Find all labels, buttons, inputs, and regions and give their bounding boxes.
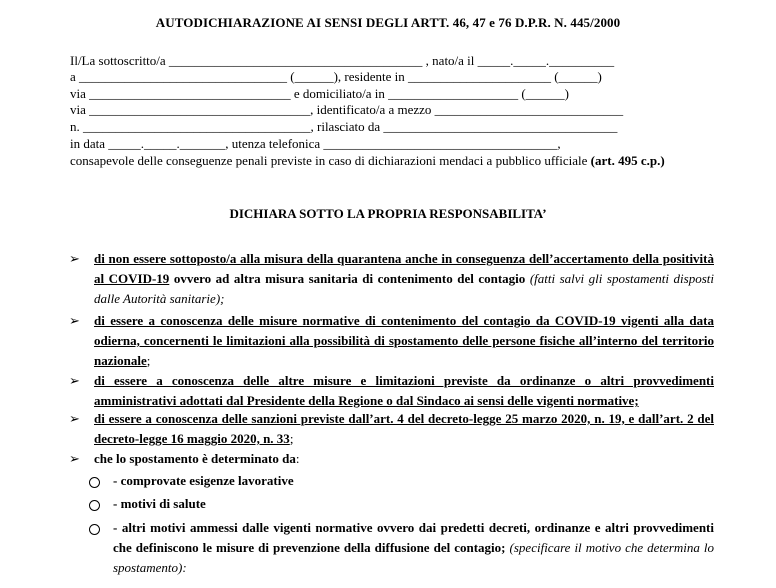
form-line-name[interactable]: Il/La sottoscritto/a _______________________________________ , nato/a il _____._____.__________ — [70, 53, 615, 68]
form-line-residence[interactable]: via _______________________________ e domiciliato/a in ____________________ (______) — [70, 86, 570, 101]
declaration-item-measures — [94, 311, 714, 371]
option-other-note: (specificare il motivo che determina lo spostamento): — [113, 540, 715, 575]
option-other-label — [113, 518, 714, 578]
item-text: che lo spostamento è determinato da — [94, 451, 296, 466]
consapevole-reference: (art. 495 c.p.) — [590, 153, 665, 168]
item-note: (fatti salvi gli spostamenti disposti dalle Autorità sanitarie); — [94, 271, 714, 306]
item-text: di essere a conoscenza delle misure normative di contenimento del contagio da COVID-19 vigenti alla data odierna, concernenti le limitazioni alla possibilità di spostamento delle persone fisiche all’interno del territorio nazionale — [94, 313, 714, 368]
declaration-item-ordinances — [94, 371, 714, 411]
item-text: di essere a conoscenza delle sanzioni previste dall’art. 4 del decreto-legge 25 marzo 2020, n. 19, e dall’art. 2 del decreto-legge 16 maggio 2020, n. 33 — [94, 411, 714, 446]
item-text: ; — [289, 431, 294, 446]
item-text: ; — [146, 353, 151, 368]
item-text: ovvero ad altra misura sanitaria di contenimento del contagio — [169, 271, 526, 286]
consapevole-text — [70, 153, 714, 169]
option-work-radio[interactable] — [89, 477, 100, 488]
section-title: DICHIARA SOTTO LA PROPRIA RESPONSABILITA’ — [229, 206, 547, 221]
arrow-bullet-icon: ➢ — [69, 451, 80, 466]
item-text: di essere a conoscenza delle altre misure e limitazioni previste da ordinanze o altri provvedimenti amministrativi adottati dal Presidente della Regione o dal Sindaco ai sensi delle vigenti normative; — [94, 373, 714, 408]
form-line-birthplace[interactable]: a ________________________________ (______), residente in ______________________ (______) — [70, 69, 602, 84]
declaration-item-sanctions — [94, 409, 714, 449]
form-line-document-number[interactable]: n. ___________________________________, rilasciato da ____________________________________ — [70, 119, 618, 134]
option-work-label: - comprovate esigenze lavorative — [113, 473, 294, 488]
option-other-radio[interactable] — [89, 524, 100, 535]
option-other-text: - altri motivi ammessi dalle vigenti normative ovvero dai predetti decreti, ordinanze e altri provvedimenti che definiscono le misure di prevenzione della diffusione del contagio; — [113, 520, 714, 555]
arrow-bullet-icon: ➢ — [69, 373, 80, 388]
form-line-identification[interactable]: via __________________________________, identificato/a a mezzo _____________________________ — [70, 102, 624, 117]
declaration-item-quarantine — [94, 249, 714, 309]
arrow-bullet-icon: ➢ — [69, 251, 80, 266]
option-health-radio[interactable] — [89, 500, 100, 511]
item-text: di non essere sottoposto/a alla misura della quarantena anche in conseguenza dell’accertamento della positività al COVID-19 — [94, 251, 714, 286]
document-title: AUTODICHIARAZIONE AI SENSI DEGLI ARTT. 46, 47 e 76 D.P.R. N. 445/2000 — [155, 15, 621, 30]
form-line-date-phone[interactable]: in data _____._____._______, utenza telefonica ____________________________________, — [70, 136, 561, 151]
option-health-label: - motivi di salute — [113, 496, 206, 511]
arrow-bullet-icon: ➢ — [69, 313, 80, 328]
declaration-item-reason — [94, 449, 714, 469]
arrow-bullet-icon: ➢ — [69, 411, 80, 426]
item-text: : — [295, 451, 300, 466]
consapevole-statement: consapevole delle conseguenze penali previste in caso di dichiarazioni mendaci a pubblico ufficiale — [70, 153, 588, 168]
